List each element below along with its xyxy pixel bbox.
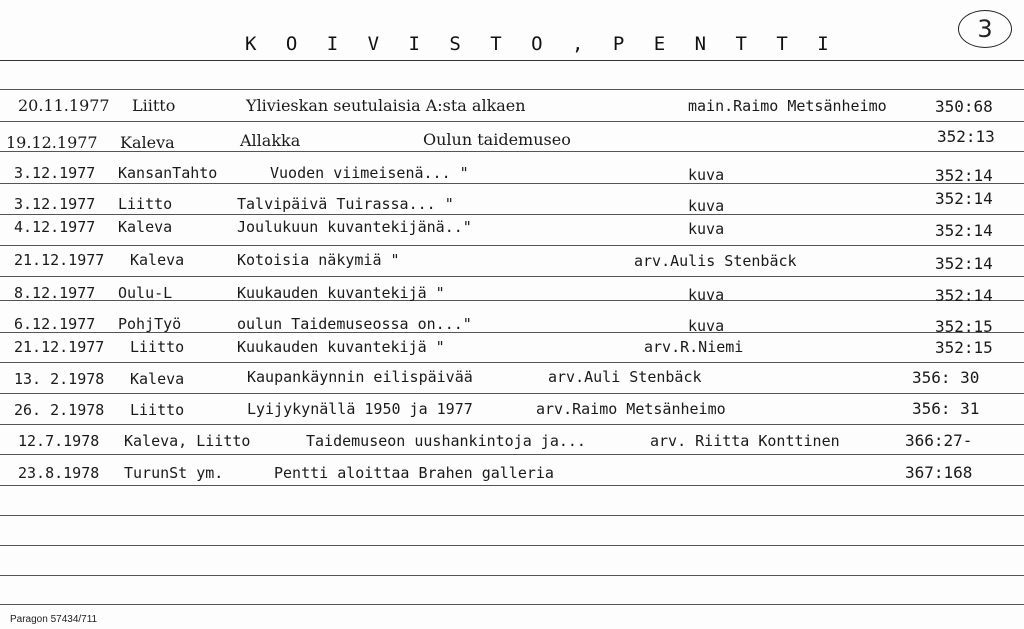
rule-line bbox=[0, 424, 1024, 425]
card-title: K O I V I S T O , P E N T T I bbox=[245, 33, 838, 55]
entry-ref: 350:68 bbox=[935, 97, 993, 116]
entry-ref: 366:27- bbox=[905, 431, 973, 450]
rule-line bbox=[0, 485, 1024, 486]
entry-author: main.Raimo Metsänheimo bbox=[688, 97, 887, 115]
entry-author: kuva bbox=[688, 286, 725, 304]
entry-source: Kaleva bbox=[130, 370, 185, 388]
entry-date: 21.12.1977 bbox=[14, 338, 105, 356]
card-number-circle: 3 bbox=[958, 10, 1012, 48]
entry-text: Lyijykynällä 1950 ja 1977 bbox=[247, 400, 473, 418]
entry-text: Allakka bbox=[240, 131, 301, 150]
entry-ref: 352:14 bbox=[935, 166, 993, 185]
printer-imprint: Paragon 57434/711 bbox=[10, 614, 98, 625]
entry-text: Kaupankäynnin eilispäivää bbox=[247, 368, 473, 386]
rule-line bbox=[0, 393, 1024, 394]
entry-author: arv.Raimo Metsänheimo bbox=[536, 400, 726, 418]
entry-date: 13. 2.1978 bbox=[14, 370, 105, 388]
entry-source: Kaleva bbox=[130, 251, 185, 269]
rule-line bbox=[0, 89, 1024, 90]
entry-author: arv.Aulis Stenbäck bbox=[634, 252, 797, 270]
rule-line bbox=[0, 214, 1024, 215]
entry-date: 26. 2.1978 bbox=[14, 401, 105, 419]
entry-ref: 352:14 bbox=[935, 254, 993, 273]
rule-line bbox=[0, 362, 1024, 363]
rule-line bbox=[0, 545, 1024, 546]
entry-text: Kuukauden kuvantekijä " bbox=[237, 338, 445, 356]
entry-source: Liitto bbox=[132, 96, 176, 115]
entry-text: Joulukuun kuvantekijänä.." bbox=[237, 218, 472, 236]
entry-source: KansanTahto bbox=[118, 164, 218, 182]
entry-author: arv.Auli Stenbäck bbox=[548, 368, 702, 386]
entry-source: Liitto bbox=[130, 401, 185, 419]
entry-source: TurunSt ym. bbox=[124, 464, 224, 482]
entry-date: 20.11.1977 bbox=[18, 96, 110, 115]
entry-date: 3.12.1977 bbox=[14, 195, 96, 213]
entry-ref: 352:14 bbox=[935, 221, 993, 240]
rule-line bbox=[0, 515, 1024, 516]
entry-ref: 367:168 bbox=[905, 463, 973, 482]
entry-author: arv.R.Niemi bbox=[644, 338, 744, 356]
entry-date: 19.12.1977 bbox=[6, 133, 98, 152]
entry-author: kuva bbox=[688, 317, 725, 335]
entry-source: Oulu-L bbox=[118, 284, 173, 302]
rule-line bbox=[0, 276, 1024, 277]
entry-text: Vuoden viimeisenä... " bbox=[270, 164, 469, 182]
entry-author: kuva bbox=[688, 166, 725, 184]
entry-extra: Oulun taidemuseo bbox=[423, 130, 571, 149]
rule-line bbox=[0, 575, 1024, 576]
entry-text: Talvipäivä Tuirassa... " bbox=[237, 195, 454, 213]
entry-ref: 352:13 bbox=[937, 127, 995, 146]
entry-author: kuva bbox=[688, 197, 725, 215]
entry-date: 6.12.1977 bbox=[14, 315, 96, 333]
entry-source: PohjTyö bbox=[118, 315, 182, 333]
entry-ref: 356: 30 bbox=[912, 368, 980, 387]
entry-source: Liitto bbox=[118, 195, 173, 213]
entry-date: 3.12.1977 bbox=[14, 164, 96, 182]
entry-source: Kaleva bbox=[118, 218, 173, 236]
entry-source: Kaleva, Liitto bbox=[124, 432, 251, 450]
entry-source: Kaleva bbox=[120, 133, 175, 152]
entry-date: 21.12.1977 bbox=[14, 251, 105, 269]
entry-text: Kuukauden kuvantekijä " bbox=[237, 284, 445, 302]
entry-source: Liitto bbox=[130, 338, 185, 356]
rule-line bbox=[0, 183, 1024, 184]
entry-ref: 352:14 bbox=[935, 286, 993, 305]
entry-date: 4.12.1977 bbox=[14, 218, 96, 236]
entry-date: 12.7.1978 bbox=[18, 432, 100, 450]
entry-text: Ylivieskan seutulaisia A:sta alkaen bbox=[246, 96, 526, 115]
entry-ref: 356: 31 bbox=[912, 399, 980, 418]
rule-line bbox=[0, 245, 1024, 246]
entry-ref: 352:14 bbox=[935, 189, 993, 208]
entry-date: 8.12.1977 bbox=[14, 284, 96, 302]
entry-author: kuva bbox=[688, 220, 725, 238]
header-rule bbox=[0, 60, 1024, 61]
entry-text: Kotoisia näkymiä " bbox=[237, 251, 400, 269]
rule-line bbox=[0, 121, 1024, 122]
entry-ref: 352:15 bbox=[935, 317, 993, 336]
entry-date: 23.8.1978 bbox=[18, 464, 100, 482]
entry-text: Taidemuseon uushankintoja ja... bbox=[306, 432, 586, 450]
entry-text: Pentti aloittaa Brahen galleria bbox=[274, 464, 554, 482]
rule-line bbox=[0, 454, 1024, 455]
entry-text: oulun Taidemuseossa on..." bbox=[237, 315, 472, 333]
entry-author: arv. Riitta Konttinen bbox=[650, 432, 840, 450]
entry-ref: 352:15 bbox=[935, 338, 993, 357]
rule-line bbox=[0, 604, 1024, 605]
